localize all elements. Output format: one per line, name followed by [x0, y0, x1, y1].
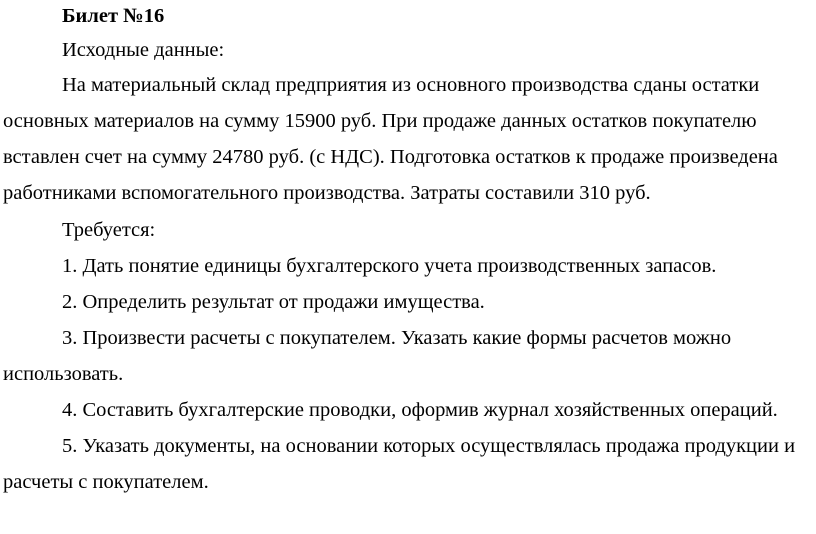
task-item-2: 2. Определить результат от продажи имущества. [62, 291, 485, 313]
ticket-title: Билет №16 [62, 5, 165, 27]
task-item-5-continuation: расчеты с покупателем. [3, 471, 209, 493]
task-item-4: 4. Составить бухгалтерские проводки, оформив журнал хозяйственных операций. [62, 399, 778, 421]
source-paragraph-line: основных материалов на сумму 15900 руб. При продаже данных остатков покупателю [3, 110, 757, 132]
task-item-3: 3. Произвести расчеты с покупателем. Указать какие формы расчетов можно [62, 327, 732, 349]
tasks-heading: Требуется: [62, 219, 156, 241]
source-paragraph-line: работниками вспомогательного производства. Затраты составили 310 руб. [3, 182, 651, 204]
source-heading: Исходные данные: [62, 39, 225, 61]
task-item-3-continuation: использовать. [3, 363, 124, 385]
task-item-5: 5. Указать документы, на основании которых осуществлялась продажа продукции и [62, 435, 796, 457]
source-paragraph-line: вставлен счет на сумму 24780 руб. (с НДС). Подготовка остатков к продаже произведена [3, 146, 778, 168]
source-paragraph-line: На материальный склад предприятия из основного производства сданы остатки [62, 74, 760, 96]
task-item-1: 1. Дать понятие единицы бухгалтерского учета производственных запасов. [62, 255, 717, 277]
